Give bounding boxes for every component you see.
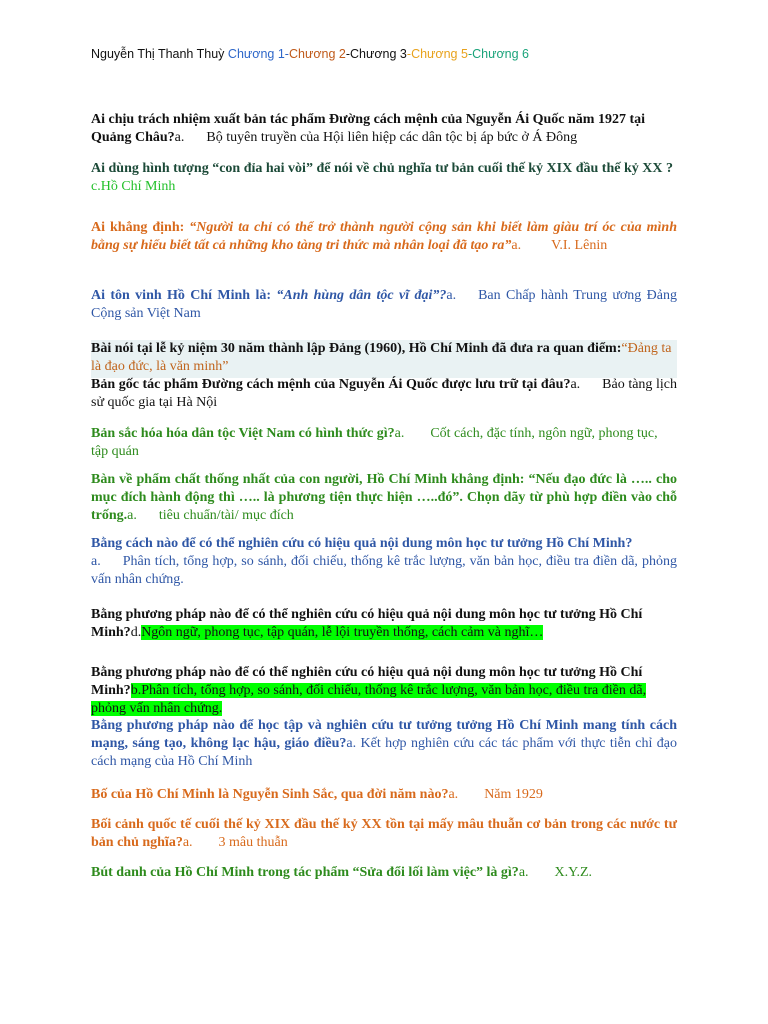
qa-item bbox=[91, 219, 677, 255]
qa-item bbox=[91, 664, 677, 718]
question-text: Ai chịu trách nhiệm xuất bản tác phẩm Đường cách mệnh của Nguyễn Ái Quốc năm 1927 tại Quảng Châu? bbox=[91, 112, 646, 145]
separator: - bbox=[406, 47, 412, 61]
question-text: Bằng phương pháp nào để học tập và nghiên cứu tư tưởng tưởng Hồ Chí Minh mang tính cách mạng, sáng tạo, không lạc hậu, giáo điều? bbox=[91, 718, 677, 751]
qa-item bbox=[91, 717, 677, 771]
qa-item bbox=[91, 535, 677, 589]
answer-text: c.Hồ Chí Minh bbox=[91, 179, 176, 194]
qa-item bbox=[91, 160, 677, 196]
answer-text: b.Phân tích, tổng hợp, so sánh, đối chiếu, thống kê trắc lượng, văn bản học, điều tra điền dã, phỏng vấn nhân chứng. bbox=[91, 683, 647, 716]
chapter-2-link[interactable]: Chương 2 bbox=[288, 47, 346, 61]
answer-text: Ban Chấp hành Trung ương Đảng Cộng sản Việt Nam bbox=[91, 288, 677, 321]
answer-text: “Đảng ta là đạo đức, là văn minh” bbox=[91, 341, 672, 374]
question-text: Bài nói tại lễ kỷ niệm 30 năm thành lập Đảng (1960), Hồ Chí Minh đã đưa ra quan điểm: bbox=[91, 341, 622, 356]
answer-option: a. bbox=[511, 238, 522, 253]
separator: - bbox=[284, 47, 289, 61]
qa-item bbox=[91, 606, 677, 642]
answer-text: Cốt cách, đặc tính, ngôn ngữ, phong tục, tập quán bbox=[91, 426, 658, 459]
answer-option: a. bbox=[448, 787, 459, 802]
separator: - bbox=[467, 47, 473, 61]
qa-item bbox=[91, 340, 677, 378]
question-text: Ai tôn vinh Hồ Chí Minh là: bbox=[91, 288, 277, 303]
answer-text: tiêu chuẩn/tài/ mục đích bbox=[158, 508, 294, 523]
answer-text: Bảo tàng lịch sử quốc gia tại Hà Nội bbox=[91, 377, 678, 410]
answer-option: a. bbox=[127, 508, 137, 523]
question-text: Ai dùng hình tượng “con đỉa hai vòi” để nói về chủ nghĩa tư bản cuối thế kỷ XIX đầu thế kỷ XX ? bbox=[91, 161, 673, 176]
qa-item bbox=[91, 786, 677, 804]
qa-item bbox=[91, 376, 677, 412]
answer-text: a. Kết hợp nghiên cứu các tác phẩm với thực tiễn chỉ đạo cách mạng của Hồ Chí Minh bbox=[91, 736, 677, 769]
answer-option: a. bbox=[570, 377, 581, 392]
question-text: Ai khẳng định: bbox=[91, 220, 190, 235]
chapter-1-link[interactable]: Chương 1 bbox=[227, 47, 285, 61]
chapter-6-link[interactable]: Chương 6 bbox=[472, 47, 529, 61]
answer-option: a. bbox=[182, 835, 193, 850]
answer-text: X.Y.Z. bbox=[554, 865, 592, 880]
qa-item bbox=[91, 816, 677, 852]
answer-text: Bộ tuyên truyền của Hội liên hiệp các dân tộc bị áp bức ở Á Đông bbox=[206, 130, 578, 145]
answer-text: 3 mâu thuẫn bbox=[218, 835, 288, 850]
question-text: Bằng cách nào để có thể nghiên cứu có hiệu quả nội dung môn học tư tưởng Hồ Chí Minh? bbox=[91, 536, 633, 551]
question-text: Bàn về phẩm chất thống nhất của con người, Hồ Chí Minh khẳng định: “Nếu đạo đức là ….. cho mục đích hành động thì ….. là phương tiện thực hiện …..đó”. Chọn dãy từ phù hợp điền vào chỗ trống. bbox=[91, 472, 677, 523]
answer-text: V.I. Lênin bbox=[551, 238, 608, 253]
answer-option: d. bbox=[130, 625, 142, 640]
question-text: Bối cảnh quốc tế cuối thế kỷ XIX đầu thế kỷ XX tồn tại mấy mâu thuẫn cơ bản trong các nước tư bản chủ nghĩa? bbox=[91, 817, 677, 850]
question-quote: “Anh hùng dân tộc vĩ đại”? bbox=[276, 288, 447, 303]
question-quote: “Người ta chỉ có thể trở thành người cộng sản khi biết làm giàu trí óc của mình bằng sự hiểu biết tất cả những kho tàng tri thức mà nhân loại đã tạo ra” bbox=[91, 220, 677, 253]
answer-option: a. bbox=[394, 426, 405, 441]
question-text: Bản sắc hóa hóa dân tộc Việt Nam có hình thức gì? bbox=[91, 426, 395, 441]
question-text: Bút danh của Hồ Chí Minh trong tác phẩm “Sửa đổi lối làm việc” là gì? bbox=[91, 865, 519, 880]
qa-item bbox=[91, 471, 677, 525]
answer-text: Năm 1929 bbox=[484, 787, 543, 802]
qa-item bbox=[91, 287, 677, 323]
question-text: Bằng phương pháp nào để có thể nghiên cứu có hiệu quả nội dung môn học tư tưởng Hồ Chí Minh? bbox=[91, 665, 643, 698]
question-text: Bố của Hồ Chí Minh là Nguyễn Sinh Sắc, qua đời năm nào? bbox=[91, 787, 449, 802]
qa-item bbox=[91, 425, 677, 461]
answer-option: a. bbox=[174, 130, 185, 145]
question-text: Bản gốc tác phẩm Đường cách mệnh của Nguyễn Ái Quốc được lưu trữ tại đâu? bbox=[91, 377, 571, 392]
answer-option: a. bbox=[91, 554, 101, 569]
answer-option: a. bbox=[518, 865, 529, 880]
separator: - bbox=[345, 47, 351, 61]
question-text: Bằng phương pháp nào để có thể nghiên cứu có hiệu quả nội dung môn học tư tưởng Hồ Chí Minh? bbox=[91, 607, 643, 640]
author-name: Nguyễn Thị Thanh Thuỳ bbox=[91, 47, 225, 61]
qa-item bbox=[91, 111, 677, 147]
answer-text: Phân tích, tổng hợp, so sánh, đối chiếu, thống kê trắc lượng, văn bản học, điều tra điền dã, phỏng vấn nhân chứng. bbox=[91, 554, 677, 587]
answer-text: Ngôn ngữ, phong tục, tập quán, lễ lội truyền thống, cách cảm và nghĩ… bbox=[141, 625, 544, 640]
chapter-3-link[interactable]: Chương 3 bbox=[350, 47, 407, 61]
page-header bbox=[91, 47, 529, 61]
qa-item bbox=[91, 864, 677, 882]
chapter-5-link[interactable]: Chương 5 bbox=[411, 47, 468, 61]
answer-option: a. bbox=[446, 288, 457, 303]
